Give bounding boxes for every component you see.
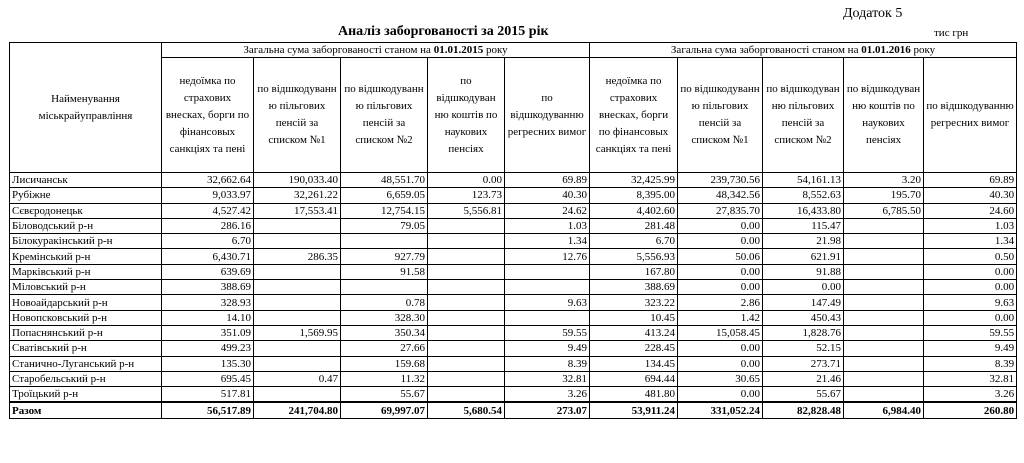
- value-cell: 79.05: [341, 218, 428, 233]
- value-cell: 241,704.80: [254, 402, 341, 418]
- table-row: [10, 280, 1017, 295]
- table-row: [10, 218, 1017, 233]
- value-cell: [844, 310, 924, 325]
- value-cell: 9,033.97: [162, 188, 254, 203]
- value-cell: 12,754.15: [341, 203, 428, 218]
- value-cell: 40.30: [924, 188, 1017, 203]
- value-cell: 1.34: [924, 234, 1017, 249]
- group-header-2016: Загальна сума заборгованості станом на 01.01.2016 року: [590, 43, 1017, 58]
- value-cell: 135.30: [162, 356, 254, 371]
- value-cell: 9.63: [505, 295, 590, 310]
- row-name-cell: Марківський р-н: [10, 264, 162, 279]
- value-cell: 54,161.13: [763, 173, 844, 188]
- value-cell: 6,984.40: [844, 402, 924, 418]
- value-cell: 499.23: [162, 341, 254, 356]
- value-cell: [254, 356, 341, 371]
- value-cell: 32,425.99: [590, 173, 678, 188]
- value-cell: 0.00: [678, 264, 763, 279]
- column-header: недоїмка по страхових внесках, борги по фінансовых санкціях та пені: [590, 58, 678, 173]
- value-cell: 190,033.40: [254, 173, 341, 188]
- value-cell: [505, 280, 590, 295]
- value-cell: [254, 234, 341, 249]
- column-header: по відшкодуван ню коштів по наукових пенсіях: [844, 58, 924, 173]
- row-name-cell: Білокуракінський р-н: [10, 234, 162, 249]
- value-cell: 32.81: [924, 371, 1017, 386]
- value-cell: [844, 387, 924, 403]
- column-header: по відшкодуван ню коштів по наукових пенсіях: [428, 58, 505, 173]
- value-cell: 15,058.45: [678, 325, 763, 340]
- value-cell: 59.55: [505, 325, 590, 340]
- value-cell: 6.70: [590, 234, 678, 249]
- value-cell: 351.09: [162, 325, 254, 340]
- value-cell: 8,395.00: [590, 188, 678, 203]
- value-cell: 52.15: [763, 341, 844, 356]
- column-header: по відшкодуванн ю пільгових пенсій за списком №1: [254, 58, 341, 173]
- value-cell: [254, 295, 341, 310]
- value-cell: 0.00: [678, 387, 763, 403]
- value-cell: 27,835.70: [678, 203, 763, 218]
- value-cell: 3.20: [844, 173, 924, 188]
- value-cell: [254, 280, 341, 295]
- value-cell: 56,517.89: [162, 402, 254, 418]
- value-cell: 8.39: [505, 356, 590, 371]
- row-name-cell: Сєвєродонецьк: [10, 203, 162, 218]
- value-cell: 350.34: [341, 325, 428, 340]
- value-cell: 167.80: [590, 264, 678, 279]
- value-cell: [428, 218, 505, 233]
- value-cell: 6,659.05: [341, 188, 428, 203]
- value-cell: 927.79: [341, 249, 428, 264]
- value-cell: 14.10: [162, 310, 254, 325]
- value-cell: [844, 356, 924, 371]
- value-cell: 517.81: [162, 387, 254, 403]
- value-cell: 21.98: [763, 234, 844, 249]
- value-cell: 331,052.24: [678, 402, 763, 418]
- value-cell: 48,342.56: [678, 188, 763, 203]
- value-cell: [428, 356, 505, 371]
- value-cell: 3.26: [924, 387, 1017, 403]
- value-cell: 32.81: [505, 371, 590, 386]
- value-cell: [844, 264, 924, 279]
- value-cell: 32,261.22: [254, 188, 341, 203]
- value-cell: [254, 310, 341, 325]
- value-cell: [428, 371, 505, 386]
- table-row: [10, 173, 1017, 188]
- row-name-cell: Старобельський р-н: [10, 371, 162, 386]
- value-cell: 413.24: [590, 325, 678, 340]
- value-cell: 69.89: [505, 173, 590, 188]
- value-cell: 9.63: [924, 295, 1017, 310]
- row-name-cell: Попаснянський р-н: [10, 325, 162, 340]
- column-header-name: Найменування міськрайуправління: [10, 43, 162, 173]
- value-cell: 4,402.60: [590, 203, 678, 218]
- value-cell: 3.26: [505, 387, 590, 403]
- table-row: [10, 341, 1017, 356]
- value-cell: 0.50: [924, 249, 1017, 264]
- value-cell: [428, 295, 505, 310]
- value-cell: 0.00: [763, 280, 844, 295]
- value-cell: 53,911.24: [590, 402, 678, 418]
- debt-analysis-table: [9, 42, 1017, 419]
- value-cell: [428, 249, 505, 264]
- value-cell: 0.00: [924, 264, 1017, 279]
- value-cell: [254, 341, 341, 356]
- value-cell: 6,785.50: [844, 203, 924, 218]
- total-row: [10, 402, 1017, 418]
- value-cell: 4,527.42: [162, 203, 254, 218]
- value-cell: 55.67: [341, 387, 428, 403]
- value-cell: 0.00: [678, 341, 763, 356]
- row-name-cell: Троїцький р-н: [10, 387, 162, 403]
- value-cell: 24.62: [505, 203, 590, 218]
- table-row: [10, 188, 1017, 203]
- value-cell: 9.49: [505, 341, 590, 356]
- value-cell: 273.07: [505, 402, 590, 418]
- row-name-cell: Рубіжне: [10, 188, 162, 203]
- value-cell: 195.70: [844, 188, 924, 203]
- value-cell: 388.69: [590, 280, 678, 295]
- value-cell: 328.30: [341, 310, 428, 325]
- value-cell: [844, 249, 924, 264]
- value-cell: 91.58: [341, 264, 428, 279]
- value-cell: 694.44: [590, 371, 678, 386]
- table-row: [10, 371, 1017, 386]
- column-header: по відшкодуванню регресних вимог: [924, 58, 1017, 173]
- value-cell: 0.00: [428, 173, 505, 188]
- value-cell: [505, 310, 590, 325]
- value-cell: 8,552.63: [763, 188, 844, 203]
- column-header: по відшкодуванню регресних вимог: [505, 58, 590, 173]
- value-cell: [428, 325, 505, 340]
- value-cell: [428, 341, 505, 356]
- column-header: по відшкодуван ню пільгових пенсій за списком №2: [763, 58, 844, 173]
- value-cell: 0.00: [678, 356, 763, 371]
- value-cell: 10.45: [590, 310, 678, 325]
- document-title: Аналіз заборгованості за 2015 рік: [338, 24, 549, 39]
- row-name-cell: Лисичанськ: [10, 173, 162, 188]
- value-cell: 388.69: [162, 280, 254, 295]
- column-header: недоїмка по страхових внесках, борги по фінансовых санкціях та пені: [162, 58, 254, 173]
- value-cell: [254, 218, 341, 233]
- value-cell: [428, 264, 505, 279]
- value-cell: [254, 264, 341, 279]
- value-cell: 82,828.48: [763, 402, 844, 418]
- row-name-cell: Міловський р-н: [10, 280, 162, 295]
- value-cell: 260.80: [924, 402, 1017, 418]
- value-cell: 1,569.95: [254, 325, 341, 340]
- value-cell: 328.93: [162, 295, 254, 310]
- value-cell: 147.49: [763, 295, 844, 310]
- value-cell: 0.47: [254, 371, 341, 386]
- value-cell: 5,556.93: [590, 249, 678, 264]
- value-cell: 48,551.70: [341, 173, 428, 188]
- value-cell: 1.03: [924, 218, 1017, 233]
- value-cell: 5,556.81: [428, 203, 505, 218]
- value-cell: [428, 310, 505, 325]
- value-cell: 0.78: [341, 295, 428, 310]
- table-row: [10, 249, 1017, 264]
- value-cell: 481.80: [590, 387, 678, 403]
- value-cell: 27.66: [341, 341, 428, 356]
- value-cell: 8.39: [924, 356, 1017, 371]
- appendix-label: Додаток 5: [843, 6, 903, 21]
- value-cell: [844, 341, 924, 356]
- value-cell: 69.89: [924, 173, 1017, 188]
- value-cell: 9.49: [924, 341, 1017, 356]
- value-cell: 12.76: [505, 249, 590, 264]
- value-cell: 24.60: [924, 203, 1017, 218]
- group-header-2015: Загальна сума заборгованості станом на 01.01.2015 року: [162, 43, 590, 58]
- row-name-cell: Біловодський р-н: [10, 218, 162, 233]
- value-cell: 17,553.41: [254, 203, 341, 218]
- row-name-cell: Разом: [10, 402, 162, 418]
- value-cell: 0.00: [924, 280, 1017, 295]
- row-name-cell: Новоайдарський р-н: [10, 295, 162, 310]
- value-cell: 16,433.80: [763, 203, 844, 218]
- value-cell: 0.00: [678, 280, 763, 295]
- value-cell: 50.06: [678, 249, 763, 264]
- table-row: [10, 356, 1017, 371]
- value-cell: 40.30: [505, 188, 590, 203]
- value-cell: 69,997.07: [341, 402, 428, 418]
- table-row: [10, 264, 1017, 279]
- value-cell: 695.45: [162, 371, 254, 386]
- value-cell: 286.35: [254, 249, 341, 264]
- table-row: [10, 295, 1017, 310]
- column-header: по відшкодуванн ю пільгових пенсій за списком №1: [678, 58, 763, 173]
- value-cell: 91.88: [763, 264, 844, 279]
- value-cell: 159.68: [341, 356, 428, 371]
- value-cell: 450.43: [763, 310, 844, 325]
- value-cell: [844, 234, 924, 249]
- value-cell: 239,730.56: [678, 173, 763, 188]
- value-cell: 55.67: [763, 387, 844, 403]
- value-cell: 1.03: [505, 218, 590, 233]
- value-cell: [341, 234, 428, 249]
- value-cell: 228.45: [590, 341, 678, 356]
- units-label: тис грн: [934, 27, 969, 39]
- value-cell: 32,662.64: [162, 173, 254, 188]
- value-cell: 2.86: [678, 295, 763, 310]
- table-row: [10, 387, 1017, 403]
- value-cell: [341, 280, 428, 295]
- value-cell: 21.46: [763, 371, 844, 386]
- value-cell: 123.73: [428, 188, 505, 203]
- row-name-cell: Станично-Луганський р-н: [10, 356, 162, 371]
- value-cell: 6.70: [162, 234, 254, 249]
- value-cell: [844, 371, 924, 386]
- value-cell: 59.55: [924, 325, 1017, 340]
- value-cell: [844, 280, 924, 295]
- value-cell: 1.42: [678, 310, 763, 325]
- value-cell: [844, 295, 924, 310]
- value-cell: 11.32: [341, 371, 428, 386]
- value-cell: 1.34: [505, 234, 590, 249]
- value-cell: 5,680.54: [428, 402, 505, 418]
- value-cell: 0.00: [924, 310, 1017, 325]
- value-cell: 281.48: [590, 218, 678, 233]
- row-name-cell: Сватівський р-н: [10, 341, 162, 356]
- table-row: [10, 310, 1017, 325]
- value-cell: 621.91: [763, 249, 844, 264]
- value-cell: 286.16: [162, 218, 254, 233]
- value-cell: [844, 325, 924, 340]
- value-cell: 30.65: [678, 371, 763, 386]
- value-cell: 134.45: [590, 356, 678, 371]
- value-cell: [428, 234, 505, 249]
- value-cell: 323.22: [590, 295, 678, 310]
- value-cell: 0.00: [678, 218, 763, 233]
- value-cell: [254, 387, 341, 403]
- row-name-cell: Новопсковський р-н: [10, 310, 162, 325]
- value-cell: [428, 280, 505, 295]
- value-cell: 273.71: [763, 356, 844, 371]
- row-name-cell: Кремінський р-н: [10, 249, 162, 264]
- table-row: [10, 325, 1017, 340]
- value-cell: [428, 387, 505, 403]
- column-header: по відшкодуванн ю пільгових пенсій за списком №2: [341, 58, 428, 173]
- value-cell: 6,430.71: [162, 249, 254, 264]
- value-cell: [505, 264, 590, 279]
- table-row: [10, 203, 1017, 218]
- table-row: [10, 234, 1017, 249]
- value-cell: [844, 218, 924, 233]
- value-cell: 1,828.76: [763, 325, 844, 340]
- value-cell: 639.69: [162, 264, 254, 279]
- value-cell: 0.00: [678, 234, 763, 249]
- value-cell: 115.47: [763, 218, 844, 233]
